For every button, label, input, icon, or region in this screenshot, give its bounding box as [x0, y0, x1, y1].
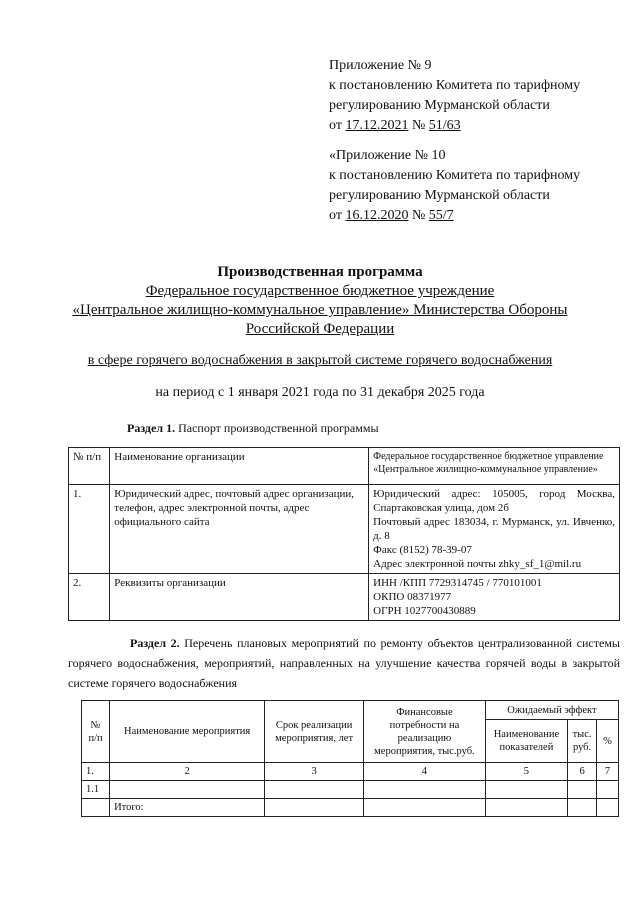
table-row	[69, 485, 620, 574]
table-cell	[485, 781, 567, 799]
table-cell	[364, 799, 486, 817]
table-header-cell: тыс. руб.	[568, 720, 597, 763]
appendix-date-line: от 17.12.2021 № 51/63	[329, 118, 461, 133]
appendix-title: «Приложение № 10	[329, 148, 446, 163]
table-cell: 2	[110, 763, 265, 781]
table-row	[82, 763, 619, 781]
table-cell	[82, 799, 110, 817]
appendix-line: к постановлению Комитета по тарифному	[329, 168, 581, 183]
table-cell	[568, 799, 597, 817]
table-cell	[364, 781, 486, 799]
appendix-line: регулированию Мурманской области	[329, 98, 550, 113]
appendix-number: 51/63	[428, 118, 461, 133]
program-period: на период с 1 января 2021 года по 31 декабря 2025 года	[155, 385, 485, 400]
table-cell	[597, 781, 619, 799]
table-header-cell: Срок реализации мероприятия, лет	[265, 701, 364, 763]
table-cell	[485, 799, 567, 817]
table-cell	[110, 781, 265, 799]
program-heading: Производственная программа	[217, 264, 423, 280]
table-cell	[369, 574, 620, 621]
table-cell: Юридический адрес, почтовый адрес организации, телефон, адрес электронной почты, адрес официального сайта	[110, 485, 369, 574]
table-cell: 5	[485, 763, 567, 781]
appendix-block-old	[329, 146, 580, 226]
appendix-line: к постановлению Комитета по тарифному	[329, 78, 581, 93]
program-sphere: в сфере горячего водоснабжения в закрытой системе горячего водоснабжения	[87, 353, 553, 368]
address-line: Юридический адрес: 105005, город Москва, Спартаковская улица, дом 2б	[373, 488, 615, 514]
address-line: Почтовый адрес 183034, г. Мурманск, ул. Ивченко, д. 8	[373, 516, 615, 542]
requisite-line: ИНН /КПП 7729314745 / 770101001	[373, 577, 542, 589]
appendix-date: 16.12.2020	[345, 208, 409, 223]
table-cell: Реквизиты организации	[110, 574, 369, 621]
appendix-number: 55/7	[428, 208, 454, 223]
appendix-date-line: от 16.12.2020 № 55/7	[329, 208, 454, 223]
table-cell	[369, 485, 620, 574]
appendix-date: 17.12.2021	[345, 118, 409, 133]
appendix-line: регулированию Мурманской области	[329, 188, 550, 203]
table-header-cell: %	[597, 720, 619, 763]
table-header-cell: Финансовые потребности на реализацию мероприятия, тыс.руб.	[364, 701, 486, 763]
table-row	[82, 701, 619, 720]
table-header-cell: № п/п	[82, 701, 110, 763]
table-cell: 7	[597, 763, 619, 781]
appendix-title: Приложение № 9	[329, 58, 432, 73]
table-cell: 1.	[69, 485, 110, 574]
appendix-block-new	[329, 56, 580, 136]
table-cell: 1.1	[82, 781, 110, 799]
table-cell	[265, 781, 364, 799]
section1-heading: Раздел 1. Паспорт производственной программы	[127, 421, 379, 435]
section2-paragraph: Раздел 2. Перечень плановых мероприятий по ремонту объектов централизованной системы горячего водоснабжения, мероприятий, направленных на улучшение качества горячей воды в закрытой системе горячего водоснабжения	[68, 636, 620, 690]
table-header-cell: Ожидаемый эффект	[485, 701, 618, 720]
table-cell: 6	[568, 763, 597, 781]
table-cell: 1.	[82, 763, 110, 781]
org-name-line: Федеральное государственное бюджетное учреждение	[145, 283, 495, 299]
table-cell: Федеральное государственное бюджетное управление «Центральное жилищно-коммунальное управление»	[369, 448, 620, 485]
table-cell	[597, 799, 619, 817]
requisite-line: ОКПО 08371977	[373, 591, 452, 603]
address-line: Адрес электронной почты zhky_sf_1@mil.ru	[373, 558, 582, 570]
table-row	[69, 448, 620, 485]
table-header-cell: Наименование показателей	[485, 720, 567, 763]
table-row	[82, 799, 619, 817]
table-cell: 2.	[69, 574, 110, 621]
passport-table	[68, 447, 620, 621]
table-cell	[568, 781, 597, 799]
table-cell: № п/п	[69, 448, 110, 485]
table-cell: 4	[364, 763, 486, 781]
table-cell	[265, 799, 364, 817]
requisite-line: ОГРН 1027700430889	[373, 605, 476, 617]
table-row	[69, 574, 620, 621]
table-row	[82, 781, 619, 799]
measures-table	[81, 700, 619, 817]
org-name-line: Российской Федерации	[245, 321, 395, 337]
table-header-cell: Наименование мероприятия	[110, 701, 265, 763]
table-cell: Итого:	[110, 799, 265, 817]
address-line: Факс (8152) 78-39-07	[373, 544, 472, 556]
table-cell: Наименование организации	[110, 448, 369, 485]
org-name-line: «Центральное жилищно-коммунальное управление» Министерства Обороны	[72, 302, 568, 318]
table-cell: 3	[265, 763, 364, 781]
